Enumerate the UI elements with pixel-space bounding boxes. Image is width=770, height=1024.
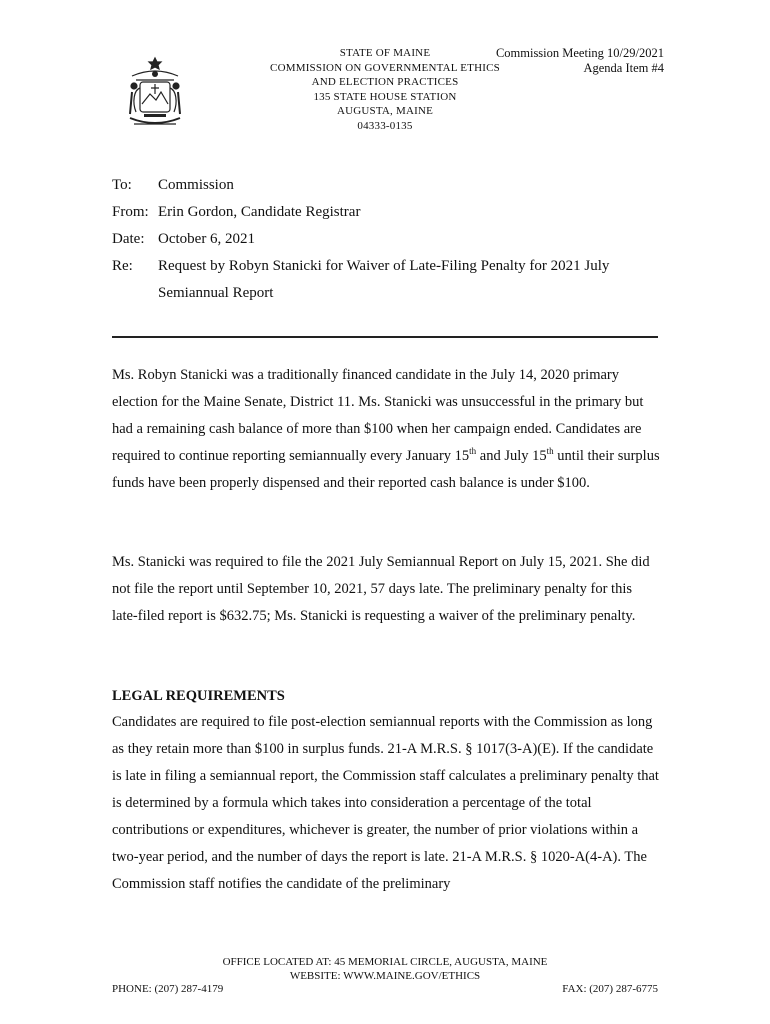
header-divider <box>112 336 658 338</box>
memo-to-label: To: <box>112 177 132 193</box>
paragraph-text: until their surplus funds have been properly dispensed and their reported cash balance is under $100. <box>112 448 660 491</box>
memo-re: Request by Robyn Stanicki for Waiver of Late-Filing Penalty for 2021 July <box>158 258 610 274</box>
letterhead-line: 135 STATE HOUSE STATION <box>313 90 457 103</box>
footer-website: WEBSITE: WWW.MAINE.GOV/ETHICS <box>289 970 481 982</box>
letterhead-line: COMMISSION ON GOVERNMENTAL ETHICS <box>270 61 500 74</box>
memo-re-row-2 <box>112 280 648 307</box>
memo-from: Erin Gordon, Candidate Registrar <box>158 204 361 220</box>
paragraph-text: Ms. Robyn Stanicki was a traditionally financed candidate in the July 14, 2020 primary election for the Maine Senate, District 11. Ms. Stanicki was unsuccessful in the primary but had a remaining cash balance of more than $100 when her campaign ended. Candidates are required to continue reporting semiannually every January 15 <box>112 367 644 464</box>
footer-phone: PHONE: (207) 287-4179 <box>112 983 224 995</box>
memo-to: Commission <box>158 177 234 193</box>
superscript: th <box>469 446 477 457</box>
paragraph-background <box>112 362 660 497</box>
footer-fax: FAX: (207) 287-6775 <box>562 983 658 995</box>
memo-from-row <box>112 199 648 226</box>
letterhead-line: 04333-0135 <box>357 119 413 132</box>
memo-re-continued: Semiannual Report <box>158 285 274 301</box>
state-seal-icon <box>124 54 186 132</box>
paragraph-text: Ms. Stanicki was required to file the 2021 July Semiannual Report on July 15, 2021. She did not file the report until September 10, 2021, 57 days late. The preliminary penalty for this late-filed report is $632.75; Ms. Stanicki is requesting a waiver of the preliminary penalty. <box>112 554 650 624</box>
paragraph-text: Candidates are required to file post-election semiannual reports with the Commission as long as they retain more than $100 in surplus funds. 21-A M.R.S. § 1017(3-A)(E). If the candidate is late in filing a semiannual report, the Commission staff calculates a preliminary penalty that is determined by a formula which takes into consideration a percentage of the total contributions or expenditures, whichever is greater, the number of prior violations within a two-year period, and the number of days the report is late. 21-A M.R.S. § 1020-A(4-A). The Commission staff notifies the candidate of the preliminary <box>112 714 659 892</box>
memo-re-label: Re: <box>112 258 133 274</box>
footer-address <box>180 955 590 983</box>
meeting-date: Commission Meeting 10/29/2021 <box>495 46 664 60</box>
memo-re-row <box>112 253 648 280</box>
memo-date: October 6, 2021 <box>158 231 256 247</box>
footer-office: OFFICE LOCATED AT: 45 MEMORIAL CIRCLE, AUGUSTA, MAINE <box>222 956 548 968</box>
letterhead <box>230 46 540 133</box>
memo-from-label: From: <box>112 204 149 220</box>
agenda-item: Agenda Item #4 <box>583 61 664 75</box>
meeting-info <box>496 46 664 76</box>
paragraph-legal <box>112 709 660 898</box>
letterhead-line: STATE OF MAINE <box>339 47 431 59</box>
superscript: th <box>546 446 554 457</box>
letterhead-line: AND ELECTION PRACTICES <box>311 76 459 88</box>
memo-to-row <box>112 172 648 199</box>
paragraph-text: and July 15 <box>476 448 547 464</box>
memo-date-label: Date: <box>112 231 145 247</box>
memo-header <box>112 172 648 307</box>
section-heading-legal: LEGAL REQUIREMENTS <box>112 688 285 704</box>
memo-date-row <box>112 226 648 253</box>
paragraph-request <box>112 549 660 630</box>
letterhead-line: AUGUSTA, MAINE <box>336 105 434 117</box>
